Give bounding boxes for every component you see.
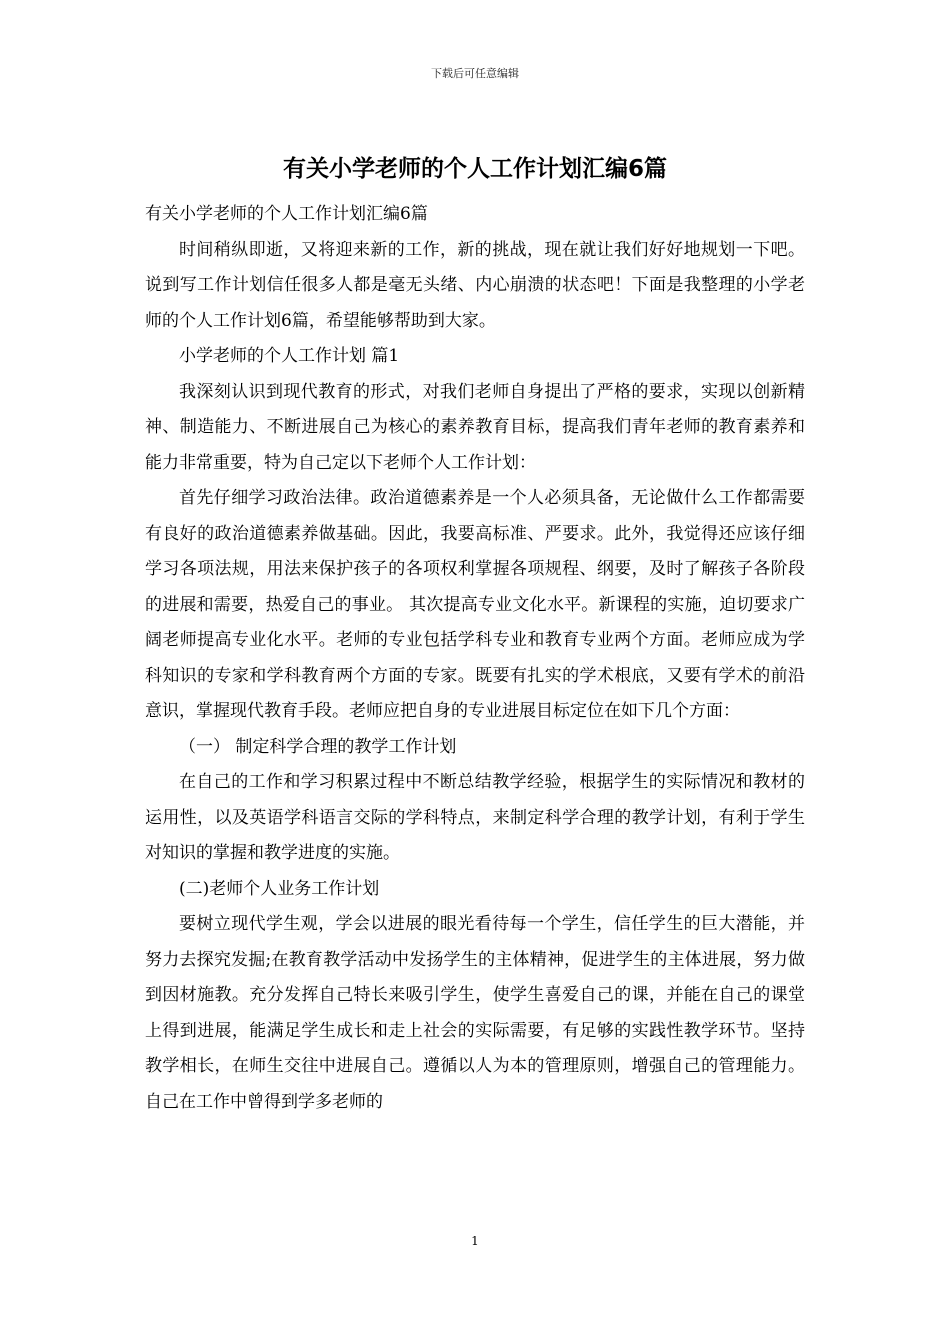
subtitle-paragraph: 有关小学老师的个人工作计划汇编6篇 <box>145 204 428 224</box>
intro-paragraph: 时间稍纵即逝，又将迎来新的工作，新的挑战，现在就让我们好好地规划一下吧。说到写工作计划信任很多人都是毫无头绪、内心崩溃的状态吧！下面是我整理的小学老师的个人工作计划6篇，希望能够帮助到大家。 <box>145 239 805 331</box>
page-header: 下载后可任意编辑 <box>431 67 519 80</box>
subsection-heading: （一） 制定科学合理的教学工作计划 <box>179 736 457 757</box>
document-body <box>145 197 805 1120</box>
body-paragraph: 要树立现代学生观，学会以进展的眼光看待每一个学生，信任学生的巨大潜能，并努力去探究发掘;在教育教学活动中发扬学生的主体精神，促进学生的主体进展，努力做到因材施教。充分发挥自己特长来吸引学生，使学生喜爱自己的课，并能在自己的课堂上得到进展，能满足学生成长和走上社会的实际需要，有足够的实践性教学环节。坚持教学相长，在师生交往中进展自己。遵循以人为本的管理原则，增强自己的管理能力。自己在工作中曾得到学多老师的 <box>145 914 805 1112</box>
subsection-heading: (二)老师个人业务工作计划 <box>179 878 380 899</box>
section-heading: 小学老师的个人工作计划 篇1 <box>179 346 400 366</box>
body-paragraph: 在自己的工作和学习积累过程中不断总结教学经验，根据学生的实际情况和教材的运用性，以及英语学科语言交际的学科特点，来制定科学合理的教学计划，有利于学生对知识的掌握和教学进度的实施。 <box>145 772 805 863</box>
page-number: 1 <box>471 1234 479 1248</box>
body-paragraph: 我深刻认识到现代教育的形式，对我们老师自身提出了严格的要求，实现以创新精神、制造能力、不断进展自己为核心的素养教育目标，提高我们青年老师的教育素养和能力非常重要，特为自己定以下老师个人工作计划： <box>145 381 805 473</box>
document-title: 有关小学老师的个人工作计划汇编6篇 <box>282 156 667 182</box>
body-paragraph: 首先仔细学习政治法律。政治道德素养是一个人必须具备，无论做什么工作都需要有良好的政治道德素养做基础。因此，我要高标准、严要求。此外，我觉得还应该仔细学习各项法规，用法来保护孩子的各项权利掌握各项规程、纲要，及时了解孩子各阶段的进展和需要，热爱自己的事业。 其次提高专业文化水平。新课程的实施，迫切要求广阔老师提高专业化水平。老师的专业包括学科专业和教育专业两个方面。老师应成为学科知识的专家和学科教育两个方面的专家。既要有扎实的学术根底，又要有学术的前沿意识，掌握现代教育手段。老师应把自身的专业进展目标定位在如下几个方面： <box>145 488 805 721</box>
